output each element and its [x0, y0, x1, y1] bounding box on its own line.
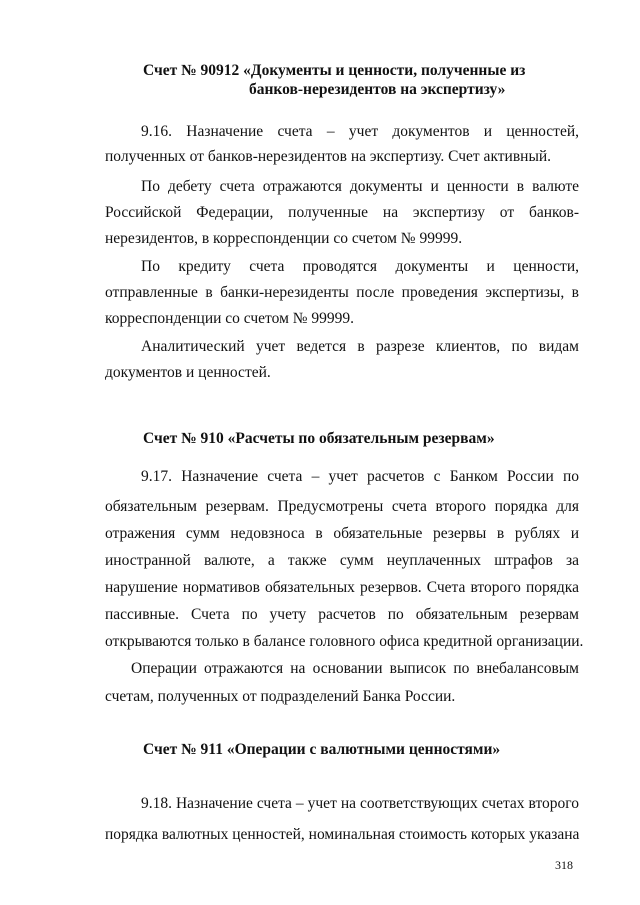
section-910-para1-line-2: обязательным резервам. Предусмотрены счета второго порядка для — [105, 498, 579, 515]
section-910-para2-line-1: Операции отражаются на основании выписок по внебалансовым — [131, 660, 579, 677]
section-90912-para2-line-3: нерезидентов, в корреспонденции со счетом № 99999. — [105, 230, 463, 247]
section-910-para1-line-3: отражения сумм недовзноса в обязательные резервы в рублях и — [105, 525, 579, 542]
section-910-para1-line-6: пассивные. Счета по учету расчетов по обязательным резервам — [105, 606, 579, 623]
section-910-title: Счет № 910 «Расчеты по обязательным резервам» — [143, 430, 495, 447]
section-911-para1-line-1: 9.18. Назначение счета – учет на соответствующих счетах второго — [141, 795, 579, 812]
page-number: 318 — [555, 858, 573, 872]
section-90912-para4-line-1: Аналитический учет ведется в разрезе клиентов, по видам — [141, 338, 579, 355]
section-910-para2-line-2: счетам, полученных от подразделений Банка России. — [105, 688, 456, 705]
section-911-para1-line-2: порядка валютных ценностей, номинальная стоимость которых указана — [105, 826, 580, 843]
section-910-para1-line-1: 9.17. Назначение счета – учет расчетов с Банком России по — [141, 468, 579, 485]
section-90912-para3-line-3: корреспонденции со счетом № 99999. — [105, 310, 355, 327]
section-90912-para1-line-2: полученных от банков-нерезидентов на экспертизу. Счет активный. — [105, 148, 552, 165]
section-90912-para3-line-2: отправленные в банки-нерезиденты после проведения экспертизы, в — [105, 284, 579, 301]
section-90912-para3-line-1: По кредиту счета проводятся документы и ценности, — [141, 258, 579, 275]
section-90912-para2-line-1: По дебету счета отражаются документы и ценности в валюте — [141, 178, 579, 195]
section-90912-title-line-2: банков-нерезидентов на экспертизу» — [249, 81, 506, 98]
section-911-title: Счет № 911 «Операции с валютными ценностями» — [143, 741, 501, 758]
section-90912-para2-line-2: Российской Федерации, полученные на экспертизу от банков- — [105, 204, 579, 221]
section-910-para1-line-7: открываются только в балансе головного офиса кредитной организации. — [105, 633, 584, 650]
section-910-para1-line-5: нарушение нормативов обязательных резервов. Счета второго порядка — [105, 579, 579, 596]
section-90912-title-line-1: Счет № 90912 «Документы и ценности, полученные из — [143, 62, 526, 79]
section-910-para1-line-4: иностранной валюте, а также сумм неуплаченных штрафов за — [105, 552, 579, 569]
section-90912-para1-line-1: 9.16. Назначение счета – учет документов и ценностей, — [141, 123, 579, 140]
section-90912-para4-line-2: документов и ценностей. — [105, 364, 271, 381]
